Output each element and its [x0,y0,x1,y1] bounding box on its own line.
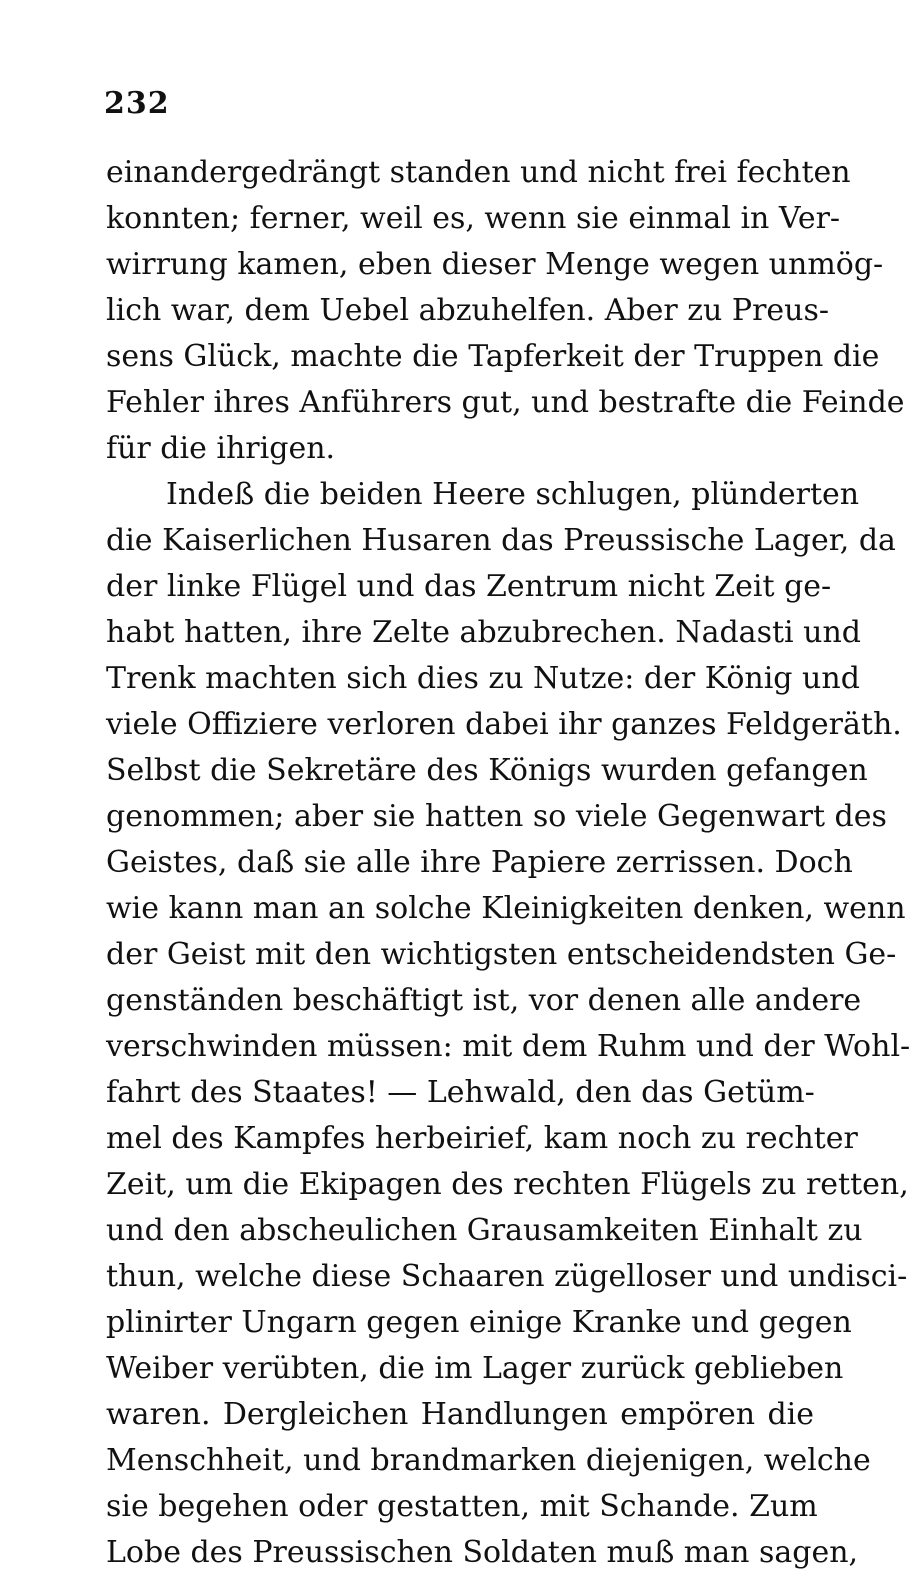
text-line: Selbst die Sekretäre des Königs wurden gefangen [106,753,868,788]
text-line: habt hatten, ihre Zelte abzubrechen. Nadasti und [106,615,861,650]
text-line: verschwinden müssen: mit dem Ruhm und der Wohl- [106,1029,910,1064]
text-line: genommen; aber sie hatten so viele Gegenwart des [106,799,887,834]
text-line: plinirter Ungarn gegen einige Kranke und gegen [106,1305,852,1340]
text-line: Trenk machten sich dies zu Nutze: der König und [106,661,860,696]
body-text [106,150,910,1576]
text-line: sie begehen oder gestatten, mit Schande. Zum [106,1489,818,1524]
text-line: und den abscheulichen Grausamkeiten Einhalt zu [106,1213,863,1248]
text-line: konnten; ferner, weil es, wenn sie einmal in Ver- [106,201,841,236]
text-line: die Kaiserlichen Husaren das Preussische Lager, da [106,523,896,558]
paragraph-end-line: für die ihrigen. [106,431,336,466]
text-line: wirrung kamen, eben dieser Menge wegen unmög- [106,247,884,282]
text-line: mel des Kampfes herbeirief, kam noch zu rechter [106,1121,858,1156]
page-number: 232 [104,86,170,121]
text-line: wie kann man an solche Kleinigkeiten denken, wenn [106,891,906,926]
text-line: fahrt des Staates! — Lehwald, den das Getüm- [106,1075,815,1110]
text-line: lich war, dem Uebel abzuhelfen. Aber zu Preus- [106,293,830,328]
text-line: waren. Dergleichen Handlungen empören die [106,1397,814,1432]
text-line: Lobe des Preussischen Soldaten muß man sagen, [106,1535,859,1570]
text-line: thun, welche diese Schaaren zügelloser und undisci- [106,1259,908,1294]
text-line: einandergedrängt standen und nicht frei fechten [106,155,851,190]
text-line: der Geist mit den wichtigsten entscheidendsten Ge- [106,937,897,972]
text-line: Geistes, daß sie alle ihre Papiere zerrissen. Doch [106,845,853,880]
text-line: viele Offiziere verloren dabei ihr ganzes Feldgeräth. [106,707,902,742]
text-line: Zeit, um die Ekipagen des rechten Flügels zu retten, [106,1167,909,1202]
text-line: Weiber verübten, die im Lager zurück geblieben [106,1351,844,1386]
text-line: Menschheit, und brandmarken diejenigen, welche [106,1443,871,1478]
text-line: sens Glück, machte die Tapferkeit der Truppen die [106,339,880,374]
text-line: genständen beschäftigt ist, vor denen alle andere [106,983,862,1018]
text-line: der linke Flügel und das Zentrum nicht Zeit ge- [106,569,832,604]
text-line: Fehler ihres Anführers gut, und bestrafte die Feinde [106,385,905,420]
paragraph-start-line: Indeß die beiden Heere schlugen, plünderten [166,477,860,512]
